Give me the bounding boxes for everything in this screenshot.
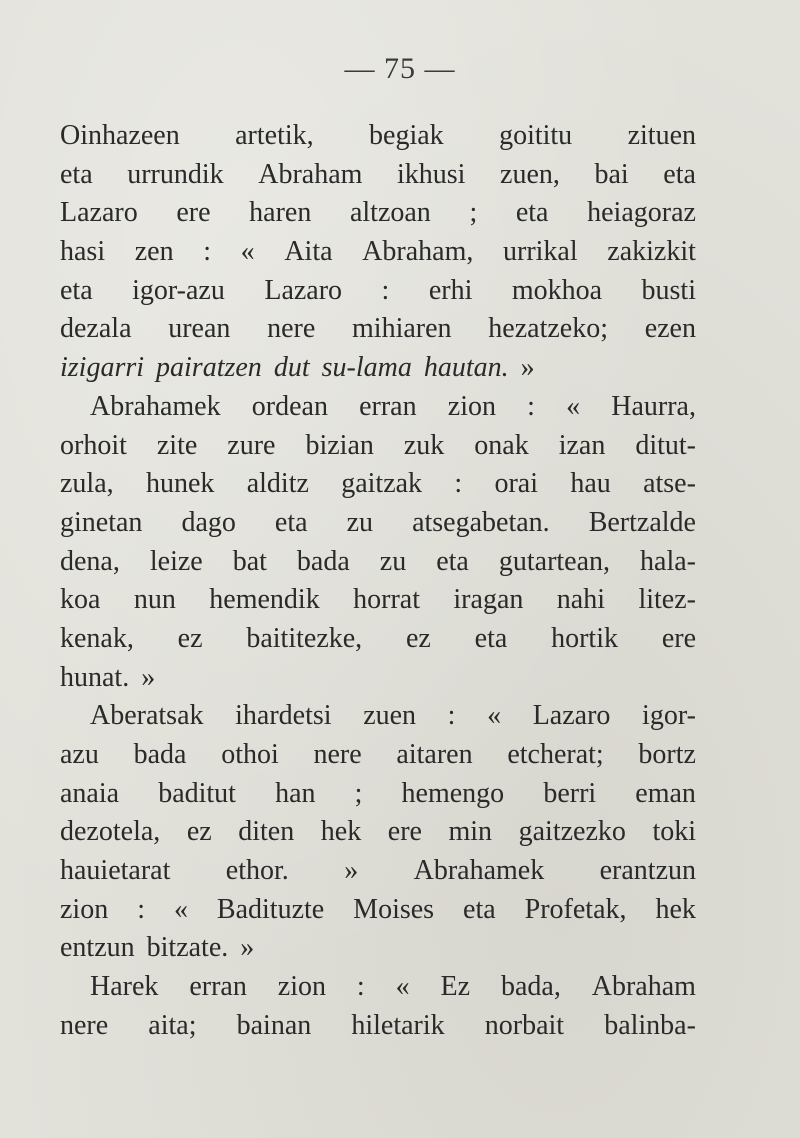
word: alditz: [246, 468, 309, 500]
word: :: [447, 700, 456, 732]
word: hautan.: [423, 352, 509, 384]
text-line: [60, 929, 696, 968]
word: zu: [346, 506, 374, 538]
text-line: [60, 620, 696, 659]
word: han: [275, 777, 316, 809]
word: »: [344, 855, 359, 887]
word: leize: [149, 545, 203, 577]
word: zakizkit: [607, 236, 696, 268]
word: nahi: [556, 584, 606, 616]
word: Abraham: [591, 971, 696, 1003]
word: «: [566, 390, 581, 422]
word: hau: [570, 468, 611, 500]
word: atsegabetan.: [412, 506, 550, 538]
word: zuk: [403, 429, 445, 461]
word: haren: [249, 197, 312, 229]
word: ezen: [644, 313, 696, 345]
word: azu: [60, 739, 99, 770]
word: hauietarat: [60, 855, 171, 887]
word: baditut: [158, 777, 236, 809]
word: Badituzte: [216, 893, 325, 925]
text-line: [60, 968, 696, 1007]
word: hortik: [551, 622, 618, 654]
word: bai: [594, 158, 629, 190]
word: dago: [181, 506, 236, 538]
text-line: [60, 272, 696, 311]
word: min: [448, 816, 493, 848]
word: eta: [474, 622, 508, 654]
word: dezala: [60, 313, 132, 345]
text-line: [60, 581, 696, 620]
word: ditut-: [635, 429, 696, 461]
word: Lazaro: [532, 700, 611, 732]
word: balinba-: [604, 1009, 696, 1041]
word: orhoit: [60, 429, 127, 461]
text-line: [60, 775, 696, 814]
word: hemendik: [209, 584, 320, 616]
word: zu: [379, 545, 407, 577]
word: nere: [267, 313, 316, 345]
word: othoi: [221, 739, 279, 770]
text-line: [60, 1007, 696, 1046]
word: Bertzalde: [588, 506, 696, 538]
word: gaitzezko: [518, 816, 626, 848]
word: Abraham,: [362, 236, 474, 268]
word: bada: [133, 739, 187, 770]
word: Aberatsak: [90, 700, 204, 732]
word: ginetan: [60, 506, 143, 538]
word: Aita: [284, 236, 333, 268]
word: aita;: [148, 1009, 197, 1041]
word: bada,: [500, 971, 561, 1003]
word: diten: [238, 816, 295, 848]
word: Profetak,: [524, 893, 627, 925]
word: eta: [60, 158, 93, 190]
text-line: [60, 349, 696, 388]
word: erantzun: [599, 855, 696, 887]
word: izan: [558, 429, 606, 461]
word: izigarri: [60, 352, 145, 384]
word: heiagoraz: [587, 197, 696, 229]
word: kenak,: [60, 622, 134, 654]
word: urrikal: [503, 236, 578, 268]
word: zite: [156, 429, 198, 461]
word: atse-: [643, 468, 696, 500]
word: hunat.: [60, 661, 130, 693]
word: »: [141, 661, 156, 693]
word: Ez: [440, 971, 471, 1003]
word: nere: [313, 739, 362, 770]
word: ez: [177, 622, 203, 654]
word: igor-: [642, 700, 696, 732]
word: zula,: [60, 468, 114, 500]
word: mokhoa: [511, 274, 603, 306]
word: onak: [474, 429, 529, 461]
word: anaia: [60, 777, 120, 809]
word: Harek: [90, 971, 159, 1003]
word: dut: [273, 352, 310, 384]
word: eta: [463, 893, 496, 925]
text-line: [60, 736, 696, 775]
word: horrat: [353, 584, 420, 616]
text-line: [60, 388, 696, 427]
word: zuen: [363, 700, 417, 732]
word: begiak: [369, 120, 444, 151]
word: :: [356, 971, 365, 1003]
text-line: [60, 813, 696, 852]
text-line: [60, 194, 696, 233]
word: bada: [296, 545, 350, 577]
word: ;: [469, 197, 478, 229]
word: ere: [387, 816, 422, 848]
word: ethor.: [225, 855, 289, 887]
word: urean: [168, 313, 231, 345]
word: :: [454, 468, 463, 500]
word: hunek: [145, 468, 215, 500]
word: erran: [189, 971, 247, 1003]
word: norbait: [484, 1009, 565, 1041]
word: erhi: [428, 274, 473, 306]
word: ordean: [251, 390, 328, 422]
word: entzun: [60, 932, 135, 964]
word: su-lama: [321, 352, 412, 384]
word: hek: [655, 893, 696, 925]
word: ez: [186, 816, 212, 848]
word: urrundik: [127, 158, 224, 190]
word: :: [381, 274, 390, 306]
text-line: [60, 697, 696, 736]
word: berri: [543, 777, 597, 809]
word: hek: [320, 816, 362, 848]
word: mihiaren: [352, 313, 452, 345]
word: eta: [274, 506, 308, 538]
word: iragan: [453, 584, 524, 616]
word: zuen,: [500, 158, 560, 190]
word: erran: [359, 390, 417, 422]
word: «: [173, 893, 188, 925]
word: «: [487, 700, 502, 732]
text-line: [60, 233, 696, 272]
word: »: [520, 352, 535, 384]
word: ere: [176, 197, 211, 229]
text-line: [60, 117, 696, 156]
word: busti: [641, 274, 696, 306]
word: ez: [405, 622, 431, 654]
page-number: — 75 —: [344, 52, 456, 85]
word: altzoan: [349, 197, 431, 229]
text-line: [60, 659, 696, 698]
word: zituen: [627, 120, 696, 151]
word: bainan: [236, 1009, 312, 1041]
word: hala-: [640, 545, 696, 577]
word: Lazaro: [264, 274, 343, 306]
text-line: [60, 543, 696, 582]
word: hemengo: [401, 777, 505, 809]
word: bizian: [305, 429, 374, 461]
word: Moises: [353, 893, 435, 925]
word: zion: [277, 971, 326, 1003]
word: goititu: [499, 120, 573, 151]
word: etcherat;: [507, 739, 604, 770]
word: orai: [494, 468, 538, 500]
word: Abrahamek: [413, 855, 545, 887]
word: zion: [60, 893, 109, 925]
word: gutartean,: [498, 545, 611, 577]
word: Abraham: [258, 158, 363, 190]
word: ere: [661, 622, 696, 654]
word: eta: [663, 158, 696, 190]
word: artetik,: [235, 120, 314, 151]
word: nun: [133, 584, 176, 616]
word: hiletarik: [351, 1009, 445, 1041]
word: eta: [60, 274, 93, 306]
word: Lazaro: [60, 197, 138, 229]
word: :: [137, 893, 145, 925]
word: toki: [652, 816, 696, 848]
word: Haurra,: [611, 390, 696, 422]
word: Oinhazeen: [60, 120, 180, 151]
word: hezatzeko;: [488, 313, 608, 345]
word: eta: [436, 545, 469, 577]
word: koa: [60, 584, 101, 616]
word: :: [527, 390, 535, 422]
body-text: [60, 117, 696, 1046]
word: bitzate.: [146, 932, 229, 964]
word: nere: [60, 1009, 109, 1041]
word: litez-: [638, 584, 696, 616]
text-line: [60, 310, 696, 349]
word: ihardetsi: [235, 700, 332, 732]
text-line: [60, 156, 696, 195]
word: Abrahamek: [90, 390, 221, 422]
word: «: [240, 236, 255, 268]
word: eman: [635, 777, 696, 809]
word: zion: [447, 390, 496, 422]
word: aitaren: [396, 739, 473, 770]
word: ;: [354, 777, 363, 809]
text-line: [60, 465, 696, 504]
word: :: [203, 236, 212, 268]
word: eta: [515, 197, 549, 229]
word: bortz: [638, 739, 696, 770]
word: bat: [232, 545, 267, 577]
word: dena,: [60, 545, 120, 577]
text-line: [60, 891, 696, 930]
word: baititezke,: [246, 622, 363, 654]
word: pairatzen: [156, 352, 262, 384]
word: hasi: [60, 236, 106, 268]
word: zure: [227, 429, 276, 461]
word: »: [240, 932, 255, 964]
word: gaitzak: [341, 468, 423, 500]
word: ikhusi: [397, 158, 466, 190]
text-line: [60, 427, 696, 466]
word: igor-azu: [132, 274, 225, 306]
word: «: [395, 971, 410, 1003]
word: dezotela,: [60, 816, 161, 848]
text-line: [60, 504, 696, 543]
text-line: [60, 852, 696, 891]
word: zen: [134, 236, 174, 268]
